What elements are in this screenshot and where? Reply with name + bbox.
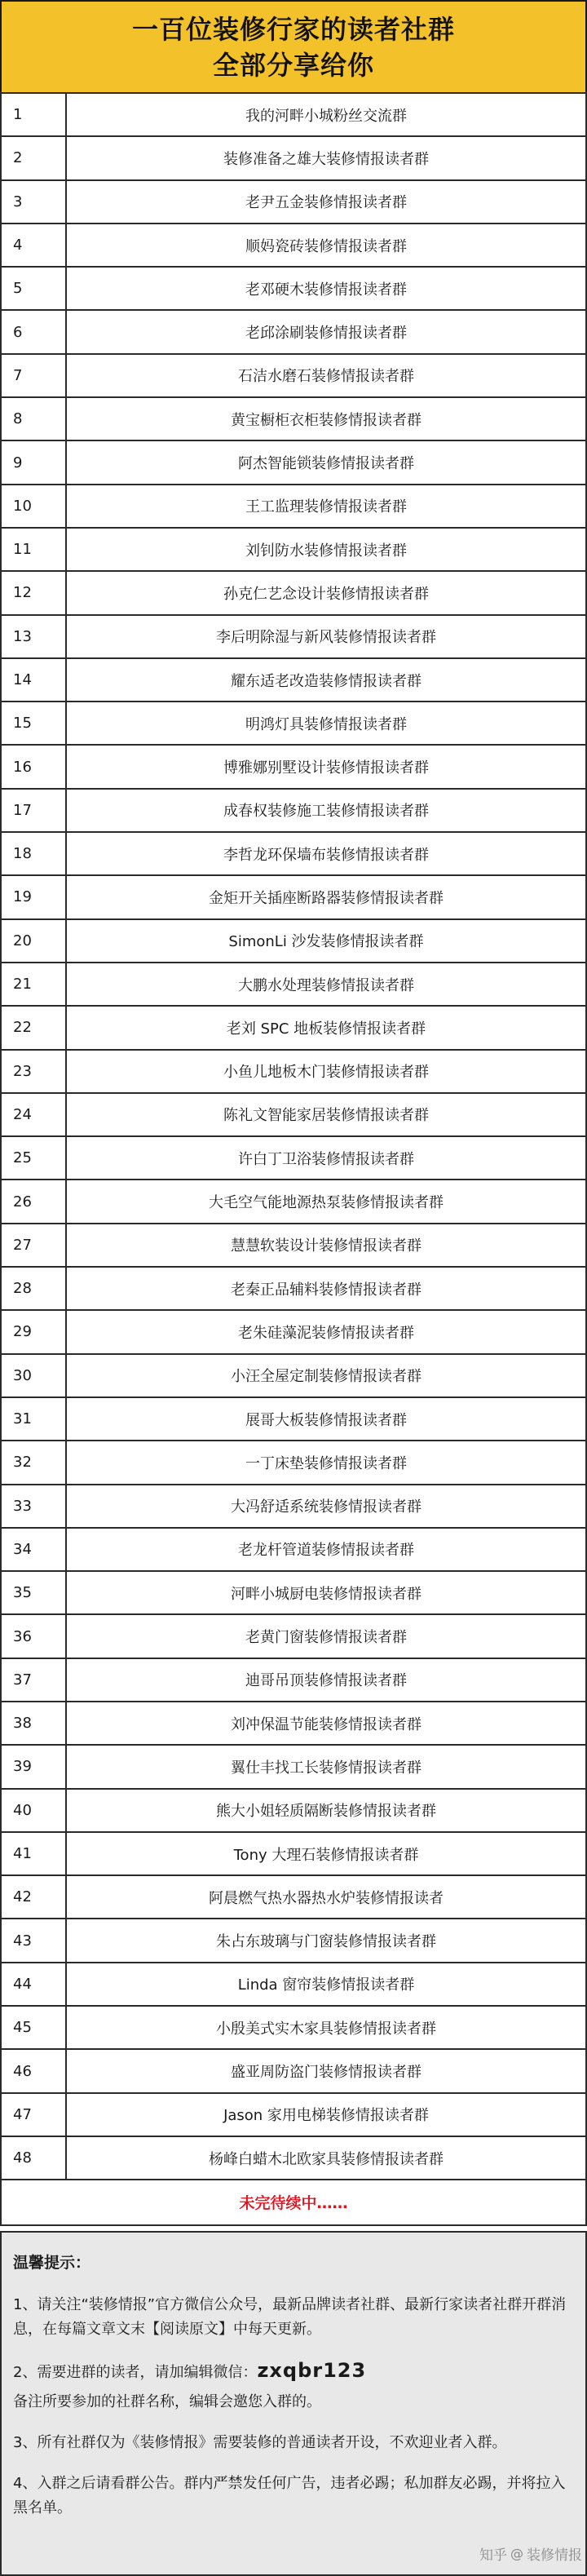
group-name: Tony 大理石装修情报读者群 bbox=[66, 1832, 586, 1875]
table-row bbox=[1, 1963, 586, 2006]
groups-table-body bbox=[1, 93, 586, 2180]
tip-item-1: 1、请关注“装修情报”官方微信公众号，最新品牌读者社群、最新行家读者社群开群消息，在每篇文章文末【阅读原文】中每天更新。 bbox=[13, 2296, 567, 2338]
row-number: 16 bbox=[1, 745, 66, 788]
table-row bbox=[1, 136, 586, 179]
group-name: 明鸿灯具装修情报读者群 bbox=[66, 702, 586, 745]
group-name: 老朱硅藻泥装修情报读者群 bbox=[66, 1310, 586, 1353]
row-number: 46 bbox=[1, 2049, 66, 2092]
row-number: 21 bbox=[1, 963, 66, 1006]
row-number: 2 bbox=[1, 136, 66, 179]
row-number: 42 bbox=[1, 1875, 66, 1919]
table-row bbox=[1, 1180, 586, 1223]
table-row bbox=[1, 1267, 586, 1310]
group-name: 金矩开关插座断路器装修情报读者群 bbox=[66, 875, 586, 918]
group-name: 熊大小姐轻质隔断装修情报读者群 bbox=[66, 1789, 586, 1832]
page-title: 一百位装修行家的读者社群 bbox=[131, 13, 455, 45]
group-name: 阿杰智能锁装修情报读者群 bbox=[66, 440, 586, 484]
group-name: 我的河畔小城粉丝交流群 bbox=[66, 93, 586, 136]
group-name: 慧慧软装设计装修情报读者群 bbox=[66, 1224, 586, 1267]
row-number: 44 bbox=[1, 1963, 66, 2006]
row-number: 34 bbox=[1, 1528, 66, 1571]
table-row bbox=[1, 1050, 586, 1093]
row-number: 9 bbox=[1, 440, 66, 484]
group-name: 河畔小城厨电装修情报读者群 bbox=[66, 1571, 586, 1614]
watermark-site: 知乎 bbox=[479, 2547, 507, 2564]
table-row bbox=[1, 702, 586, 745]
row-number: 14 bbox=[1, 658, 66, 702]
row-number: 35 bbox=[1, 1571, 66, 1614]
table-row bbox=[1, 93, 586, 136]
table-row bbox=[1, 1006, 586, 1049]
row-number: 28 bbox=[1, 1267, 66, 1310]
row-number: 3 bbox=[1, 180, 66, 224]
tip-item-4: 4、入群之后请看群公告。群内严禁发任何广告，违者必踢；私加群友必踢，并将拉入黑名单。 bbox=[13, 2475, 566, 2516]
page-subtitle: 全部分享给你 bbox=[212, 49, 374, 81]
row-number: 38 bbox=[1, 1702, 66, 1745]
group-name: 老秦正品辅料装修情报读者群 bbox=[66, 1267, 586, 1310]
group-name: 迪哥吊顶装修情报读者群 bbox=[66, 1658, 586, 1702]
table-row bbox=[1, 440, 586, 484]
row-number: 30 bbox=[1, 1354, 66, 1397]
table-row bbox=[1, 1702, 586, 1745]
group-name: Linda 窗帘装修情报读者群 bbox=[66, 1963, 586, 2006]
row-number: 6 bbox=[1, 310, 66, 353]
table-row bbox=[1, 1614, 586, 1658]
group-name: 老黄门窗装修情报读者群 bbox=[66, 1614, 586, 1658]
table-row bbox=[1, 1093, 586, 1136]
row-number: 13 bbox=[1, 615, 66, 658]
row-number: 25 bbox=[1, 1136, 66, 1180]
table-row bbox=[1, 2093, 586, 2136]
table-row bbox=[1, 745, 586, 788]
group-name: 一丁床垫装修情报读者群 bbox=[66, 1441, 586, 1484]
tip-item-3: 3、所有社群仅为《装修情报》需要装修的普通读者开设，不欢迎业者入群。 bbox=[13, 2434, 507, 2451]
row-number: 45 bbox=[1, 2006, 66, 2049]
row-number: 43 bbox=[1, 1919, 66, 1962]
group-name: 李后明除湿与新风装修情报读者群 bbox=[66, 615, 586, 658]
table-row bbox=[1, 615, 586, 658]
group-name: SimonLi 沙发装修情报读者群 bbox=[66, 919, 586, 963]
group-name: 装修准备之雄大装修情报读者群 bbox=[66, 136, 586, 179]
group-name: 成春权装修施工装修情报读者群 bbox=[66, 789, 586, 832]
table-row bbox=[1, 1136, 586, 1180]
group-name: 小殷美式实木家具装修情报读者群 bbox=[66, 2006, 586, 2049]
row-number: 19 bbox=[1, 875, 66, 918]
group-name: 刘钊防水装修情报读者群 bbox=[66, 528, 586, 571]
header-banner bbox=[0, 0, 587, 94]
row-number: 41 bbox=[1, 1832, 66, 1875]
group-name: 博雅娜别墅设计装修情报读者群 bbox=[66, 745, 586, 788]
group-name: 刘冲保温节能装修情报读者群 bbox=[66, 1702, 586, 1745]
group-name: 老邱涂刷装修情报读者群 bbox=[66, 310, 586, 353]
row-number: 8 bbox=[1, 397, 66, 440]
row-number: 15 bbox=[1, 702, 66, 745]
table-row bbox=[1, 875, 586, 918]
row-number: 29 bbox=[1, 1310, 66, 1353]
row-number: 7 bbox=[1, 354, 66, 397]
watermark bbox=[479, 2543, 582, 2564]
row-number: 12 bbox=[1, 571, 66, 614]
at-icon: @ bbox=[510, 2546, 523, 2561]
table-row bbox=[1, 789, 586, 832]
pending-notice: 未完待续中…… bbox=[0, 2180, 587, 2226]
group-name: 小鱼儿地板木门装修情报读者群 bbox=[66, 1050, 586, 1093]
row-number: 11 bbox=[1, 528, 66, 571]
table-row bbox=[1, 1832, 586, 1875]
table-row bbox=[1, 658, 586, 702]
row-number: 17 bbox=[1, 789, 66, 832]
tip-item-2 bbox=[13, 2358, 572, 2385]
group-name: 黄宝橱柜衣柜装修情报读者群 bbox=[66, 397, 586, 440]
table-row bbox=[1, 1789, 586, 1832]
group-name: 耀东适老改造装修情报读者群 bbox=[66, 658, 586, 702]
row-number: 26 bbox=[1, 1180, 66, 1223]
tip-item-2-note: 备注所要参加的社群名称，编辑会邀您入群的。 bbox=[13, 2393, 321, 2410]
row-number: 24 bbox=[1, 1093, 66, 1136]
row-number: 39 bbox=[1, 1745, 66, 1788]
row-number: 48 bbox=[1, 2136, 66, 2180]
row-number: 47 bbox=[1, 2093, 66, 2136]
row-number: 22 bbox=[1, 1006, 66, 1049]
table-row bbox=[1, 224, 586, 267]
row-number: 27 bbox=[1, 1224, 66, 1267]
table-row bbox=[1, 1875, 586, 1919]
table-row bbox=[1, 1441, 586, 1484]
group-name: 翼仕丰找工长装修情报读者群 bbox=[66, 1745, 586, 1788]
wechat-id: zxqbr123 bbox=[257, 2359, 367, 2382]
watermark-account: 装修情报 bbox=[527, 2547, 582, 2564]
group-name: 老尹五金装修情报读者群 bbox=[66, 180, 586, 224]
table-row bbox=[1, 397, 586, 440]
row-number: 40 bbox=[1, 1789, 66, 1832]
tips-title: 温馨提示： bbox=[13, 2254, 91, 2272]
row-number: 18 bbox=[1, 832, 66, 875]
table-row bbox=[1, 571, 586, 614]
group-name: 小汪全屋定制装修情报读者群 bbox=[66, 1354, 586, 1397]
table-row bbox=[1, 2136, 586, 2180]
table-row bbox=[1, 919, 586, 963]
table-row bbox=[1, 180, 586, 224]
table-row bbox=[1, 485, 586, 528]
row-number: 32 bbox=[1, 1441, 66, 1484]
group-name: 王工监理装修情报读者群 bbox=[66, 485, 586, 528]
table-row bbox=[1, 2006, 586, 2049]
table-row bbox=[1, 1354, 586, 1397]
tips-panel bbox=[0, 2231, 587, 2576]
row-number: 20 bbox=[1, 919, 66, 963]
table-row bbox=[1, 1919, 586, 1962]
row-number: 33 bbox=[1, 1485, 66, 1528]
group-name: 盛亚周防盗门装修情报读者群 bbox=[66, 2049, 586, 2092]
table-row bbox=[1, 1485, 586, 1528]
table-row bbox=[1, 1658, 586, 1702]
group-name: 老龙杆管道装修情报读者群 bbox=[66, 1528, 586, 1571]
group-name: 阿晨燃气热水器热水炉装修情报读者 bbox=[66, 1875, 586, 1919]
table-row bbox=[1, 528, 586, 571]
group-name: 顺妈瓷砖装修情报读者群 bbox=[66, 224, 586, 267]
row-number: 5 bbox=[1, 267, 66, 310]
group-name: 老刘 SPC 地板装修情报读者群 bbox=[66, 1006, 586, 1049]
groups-table bbox=[0, 92, 587, 2180]
table-row bbox=[1, 1224, 586, 1267]
table-row bbox=[1, 1397, 586, 1441]
table-row bbox=[1, 832, 586, 875]
group-name: 大毛空气能地源热泵装修情报读者群 bbox=[66, 1180, 586, 1223]
group-name: 陈礼文智能家居装修情报读者群 bbox=[66, 1093, 586, 1136]
table-row bbox=[1, 310, 586, 353]
table-row bbox=[1, 267, 586, 310]
table-row bbox=[1, 1571, 586, 1614]
row-number: 31 bbox=[1, 1397, 66, 1441]
row-number: 23 bbox=[1, 1050, 66, 1093]
row-number: 37 bbox=[1, 1658, 66, 1702]
row-number: 4 bbox=[1, 224, 66, 267]
group-name: 老邓硬木装修情报读者群 bbox=[66, 267, 586, 310]
group-name: 孙克仁艺念设计装修情报读者群 bbox=[66, 571, 586, 614]
table-row bbox=[1, 1528, 586, 1571]
table-row bbox=[1, 1310, 586, 1353]
tip-item-2-text: 2、需要进群的读者，请加编辑微信： bbox=[13, 2364, 258, 2381]
group-name: 大冯舒适系统装修情报读者群 bbox=[66, 1485, 586, 1528]
group-name: 朱占东玻璃与门窗装修情报读者群 bbox=[66, 1919, 586, 1962]
group-name: Jason 家用电梯装修情报读者群 bbox=[66, 2093, 586, 2136]
group-name: 杨峰白蜡木北欧家具装修情报读者群 bbox=[66, 2136, 586, 2180]
table-row bbox=[1, 354, 586, 397]
group-name: 石洁水磨石装修情报读者群 bbox=[66, 354, 586, 397]
table-row bbox=[1, 1745, 586, 1788]
group-name: 展哥大板装修情报读者群 bbox=[66, 1397, 586, 1441]
table-row bbox=[1, 2049, 586, 2092]
row-number: 10 bbox=[1, 485, 66, 528]
table-row bbox=[1, 963, 586, 1006]
row-number: 1 bbox=[1, 93, 66, 136]
group-name: 大鹏水处理装修情报读者群 bbox=[66, 963, 586, 1006]
group-name: 李哲龙环保墙布装修情报读者群 bbox=[66, 832, 586, 875]
group-name: 许白丁卫浴装修情报读者群 bbox=[66, 1136, 586, 1180]
row-number: 36 bbox=[1, 1614, 66, 1658]
